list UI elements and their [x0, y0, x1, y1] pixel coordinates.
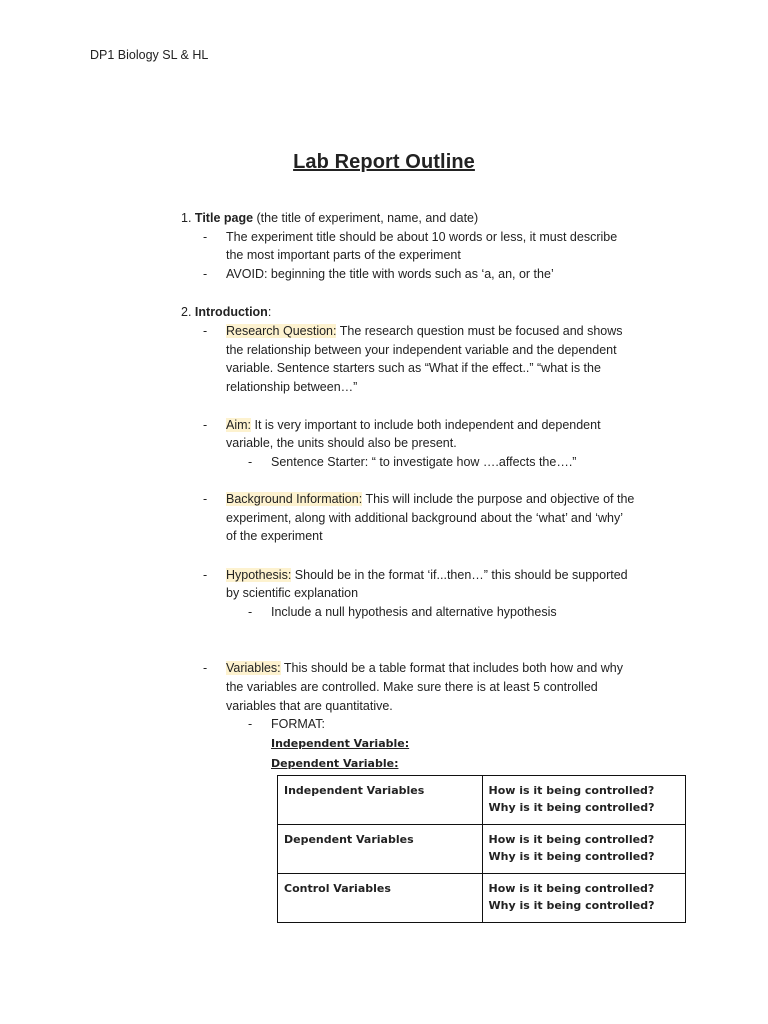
bullet-text: AVOID: beginning the title with words such as ‘a, an, or the’ — [226, 267, 554, 281]
research-question-item — [226, 322, 623, 341]
section-desc: (the title of experiment, name, and date) — [253, 211, 479, 225]
bullet-text: experiment, along with additional background about the ‘what’ and ‘why’ — [226, 511, 624, 525]
dependent-variable-label: Dependent Variable: — [271, 757, 399, 770]
section-number: 1. — [181, 211, 192, 225]
highlight-label: Hypothesis: — [226, 568, 292, 582]
table-cell: Control Variables — [278, 874, 483, 923]
course-header: DP1 Biology SL & HL — [90, 48, 209, 62]
bullet-dash: - — [203, 267, 208, 281]
bullet-text: Should be in the format ‘if...then…” this should be supported — [291, 568, 628, 582]
section-introduction — [181, 303, 271, 322]
highlight-label: Variables: — [226, 661, 281, 675]
table-row — [278, 776, 686, 825]
variables-table — [277, 775, 686, 923]
highlight-label: Research Question: — [226, 324, 337, 338]
bullet-text: variables that are quantitative. — [226, 699, 393, 713]
page-title: Lab Report Outline — [293, 151, 475, 173]
table-cell: How is it being controlled? Why is it being controlled? — [482, 825, 686, 874]
bullet-text: relationship between…” — [226, 380, 358, 394]
section-number: 2. — [181, 305, 192, 319]
bullet-text: It is very important to include both independent and dependent — [251, 418, 601, 432]
table-row — [278, 874, 686, 923]
bullet-text: This will include the purpose and objective of the — [362, 492, 635, 506]
sub-bullet-text: Include a null hypothesis and alternative hypothesis — [271, 605, 557, 619]
bullet-dash: - — [203, 418, 208, 432]
bullet-text: the relationship between your independent variable and the dependent — [226, 343, 617, 357]
table-cell: How is it being controlled? Why is it being controlled? — [482, 776, 686, 825]
sub-bullet-text: Sentence Starter: “ to investigate how ….affects the….” — [271, 455, 577, 469]
independent-variable-label: Independent Variable: — [271, 737, 410, 750]
table-cell: Dependent Variables — [278, 825, 483, 874]
table-cell: Independent Variables — [278, 776, 483, 825]
section-heading: Title page — [194, 211, 254, 225]
bullet-text: the variables are controlled. Make sure there is at least 5 controlled — [226, 680, 598, 694]
table-cell: How is it being controlled? Why is it being controlled? — [482, 874, 686, 923]
background-item — [226, 490, 634, 509]
bullet-text: The research question must be focused and shows — [336, 324, 623, 338]
format-label: FORMAT: — [271, 717, 325, 731]
heading-colon: : — [267, 305, 272, 319]
bullet-text: The experiment title should be about 10 words or less, it must describe — [226, 230, 618, 244]
hypothesis-item — [226, 566, 628, 585]
table-row — [278, 825, 686, 874]
bullet-text: of the experiment — [226, 529, 323, 543]
variables-item — [226, 659, 623, 678]
bullet-dash: - — [248, 455, 253, 469]
section-title-page — [181, 209, 478, 228]
section-heading: Introduction — [194, 305, 268, 319]
bullet-text: variable, the units should also be present. — [226, 436, 457, 450]
aim-item — [226, 416, 601, 435]
bullet-dash: - — [248, 605, 253, 619]
bullet-text: This should be a table format that includes both how and why — [280, 661, 624, 675]
highlight-label: Aim: — [226, 418, 251, 432]
bullet-dash: - — [248, 717, 253, 731]
highlight-label: Background Information: — [226, 492, 363, 506]
bullet-text: by scientific explanation — [226, 586, 359, 600]
bullet-dash: - — [203, 568, 208, 582]
bullet-dash: - — [203, 661, 208, 675]
bullet-dash: - — [203, 492, 208, 506]
bullet-text: the most important parts of the experiment — [226, 248, 461, 262]
bullet-dash: - — [203, 230, 208, 244]
bullet-dash: - — [203, 324, 208, 338]
bullet-text: variable. Sentence starters such as “What if the effect..” “what is the — [226, 361, 601, 375]
